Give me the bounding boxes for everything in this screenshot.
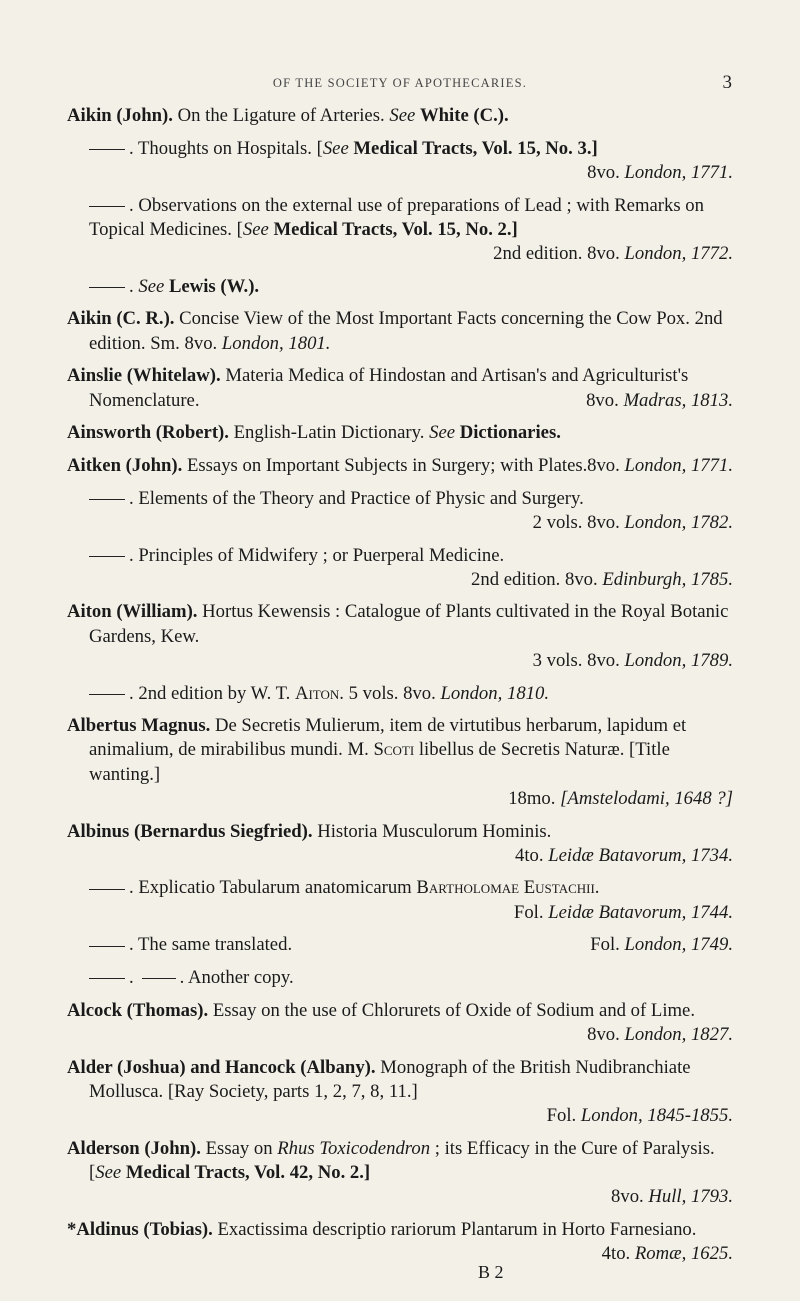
catalogue-entry: Ainslie (Whitelaw). Materia Medica of Hindostan and Artisan's and Agriculturist's Nomenclature. 8vo. Madras, 1813. bbox=[67, 364, 733, 412]
running-head bbox=[0, 74, 800, 100]
entry-imprint: 8vo. London, 1771. bbox=[587, 454, 733, 476]
signature-mark: B 2 bbox=[478, 1262, 504, 1282]
ditto-dash bbox=[89, 556, 125, 557]
entry-imprint: Fol. Leidæ Batavorum, 1744. bbox=[513, 901, 733, 923]
catalogue-entry: Ainsworth (Robert). English-Latin Dictionary. See Dictionaries. bbox=[67, 422, 561, 444]
catalogue-entry: Aitken (John). Essays on Important Subjects in Surgery; with Plates. 8vo. London, 1771. bbox=[67, 454, 733, 478]
entry-imprint: 8vo. Madras, 1813. bbox=[586, 389, 733, 411]
catalogue-entry: . Thoughts on Hospitals. [See Medical Tracts, Vol. 15, No. 3.] 8vo. London, 1771. bbox=[67, 137, 733, 185]
catalogue-entry: *Aldinus (Tobias). Exactissima descriptio rariorum Plantarum in Horto Farnesiano. 4to. Romæ, 1625. bbox=[67, 1218, 733, 1266]
ditto-dash bbox=[89, 499, 125, 500]
catalogue-entry: Aiton (William). Hortus Kewensis : Catalogue of Plants cultivated in the Royal Botanic Gardens, Kew. 3 vols. 8vo. London, 1789. bbox=[67, 600, 733, 673]
ditto-dash bbox=[89, 889, 125, 890]
catalogue-entry: . Elements of the Theory and Practice of Physic and Surgery. 2 vols. 8vo. London, 1782. bbox=[67, 487, 733, 535]
ditto-dash bbox=[89, 946, 125, 947]
entry-heading: Albinus (Bernardus Siegfried). bbox=[67, 820, 313, 842]
entry-imprint: 2nd edition. 8vo. Edinburgh, 1785. bbox=[471, 568, 733, 590]
catalogue-entry: . The same translated. Fol. London, 1749. bbox=[67, 933, 733, 957]
catalogue-entry: Alcock (Thomas). Essay on the use of Chlorurets of Oxide of Sodium and of Lime. 8vo. London, 1827. bbox=[67, 999, 733, 1047]
catalogue-entry: Alderson (John). Essay on Rhus Toxicodendron ; its Efficacy in the Cure of Paralysis. [See Medical Tracts, Vol. 42, No. 2.] 8vo. Hull, 1793. bbox=[67, 1137, 733, 1210]
entry-heading: Aiton (William). bbox=[67, 601, 198, 623]
ditto-dash bbox=[89, 287, 125, 288]
ditto-dash bbox=[89, 978, 125, 979]
ditto-dash bbox=[89, 694, 125, 695]
entry-heading: Aitken (John). bbox=[67, 454, 183, 476]
entry-heading: Alder (Joshua) and Hancock (Albany). bbox=[67, 1056, 376, 1078]
catalogue-entry: Albinus (Bernardus Siegfried). Historia Musculorum Hominis. 4to. Leidæ Batavorum, 1734. bbox=[67, 820, 733, 868]
entry-imprint: 8vo. London, 1771. bbox=[587, 161, 733, 183]
ditto-dash bbox=[89, 206, 125, 207]
entry-heading: Aikin (John). bbox=[67, 105, 173, 126]
catalogue-entry: . See Lewis (W.). bbox=[67, 275, 733, 299]
catalogue-entry: . Observations on the external use of preparations of Lead ; with Remarks on Topical Medicines. [See Medical Tracts, Vol. 15, No. 2.] 2nd edition. 8vo. London, 1772. bbox=[67, 194, 733, 267]
entry-imprint: 8vo. London, 1827. bbox=[587, 1024, 733, 1045]
running-head-title: OF THE SOCIETY OF APOTHECARIES. bbox=[272, 76, 528, 90]
entry-heading: Aikin (C. R.). bbox=[67, 308, 175, 330]
entry-imprint: 8vo. Hull, 1793. bbox=[611, 1186, 733, 1208]
entry-imprint: 2 vols. 8vo. London, 1782. bbox=[532, 511, 733, 533]
entry-imprint: 4to. Romæ, 1625. bbox=[601, 1243, 733, 1265]
catalogue-entry: . 2nd edition by W. T. Aiton. 5 vols. 8vo. London, 1810. bbox=[67, 682, 733, 706]
catalogue-entry: . . Another copy. bbox=[67, 966, 733, 990]
entry-imprint: Fol. London, 1845-1855. bbox=[546, 1105, 733, 1127]
entry-heading: Albertus Magnus. bbox=[67, 715, 211, 737]
entry-imprint: 4to. Leidæ Batavorum, 1734. bbox=[514, 844, 733, 866]
entry-imprint: 3 vols. 8vo. London, 1789. bbox=[532, 649, 733, 671]
entry-heading: Ainslie (Whitelaw). bbox=[67, 365, 221, 387]
catalogue-entries bbox=[67, 104, 733, 1275]
entry-heading: Alderson (John). bbox=[67, 1137, 201, 1159]
catalogue-entry: Albertus Magnus. De Secretis Mulierum, item de virtutibus herbarum, lapidum et animalium, de mirabilibus mundi. M. Scoti libellus de Secretis Naturæ. [Title wanting.] 18mo. [Amstelodami, 1648 ?] bbox=[67, 714, 733, 811]
entry-imprint: 18mo. [Amstelodami, 1648 ?] bbox=[508, 787, 733, 809]
catalogue-entry: Alder (Joshua) and Hancock (Albany). Monograph of the British Nudibranchiate Mollusca. [Ray Society, parts 1, 2, 7, 8, 11.] Fol. London, 1845-1855. bbox=[67, 1056, 733, 1129]
entry-imprint: 2nd edition. 8vo. London, 1772. bbox=[493, 243, 733, 265]
catalogue-entry: Aikin (C. R.). Concise View of the Most Important Facts concerning the Cow Pox. 2nd edition. Sm. 8vo. London, 1801. bbox=[67, 308, 723, 354]
catalogue-entry: . Principles of Midwifery ; or Puerperal Medicine. 2nd edition. 8vo. Edinburgh, 1785. bbox=[67, 544, 733, 592]
ditto-dash bbox=[89, 149, 125, 150]
catalogue-entry: . Explicatio Tabularum anatomicarum Bartholomae Eustachii. Fol. Leidæ Batavorum, 1744. bbox=[67, 876, 733, 924]
entry-heading: Ainsworth (Robert). bbox=[67, 422, 229, 444]
entry-heading: *Aldinus (Tobias). bbox=[67, 1218, 213, 1240]
ditto-dash bbox=[142, 978, 176, 979]
entry-heading: Alcock (Thomas). bbox=[67, 999, 209, 1021]
entry-imprint: Fol. London, 1749. bbox=[590, 934, 733, 956]
catalogue-entry: Aikin (John). On the Ligature of Arteries. See White (C.). bbox=[67, 105, 509, 126]
page-number: 3 bbox=[722, 72, 732, 93]
